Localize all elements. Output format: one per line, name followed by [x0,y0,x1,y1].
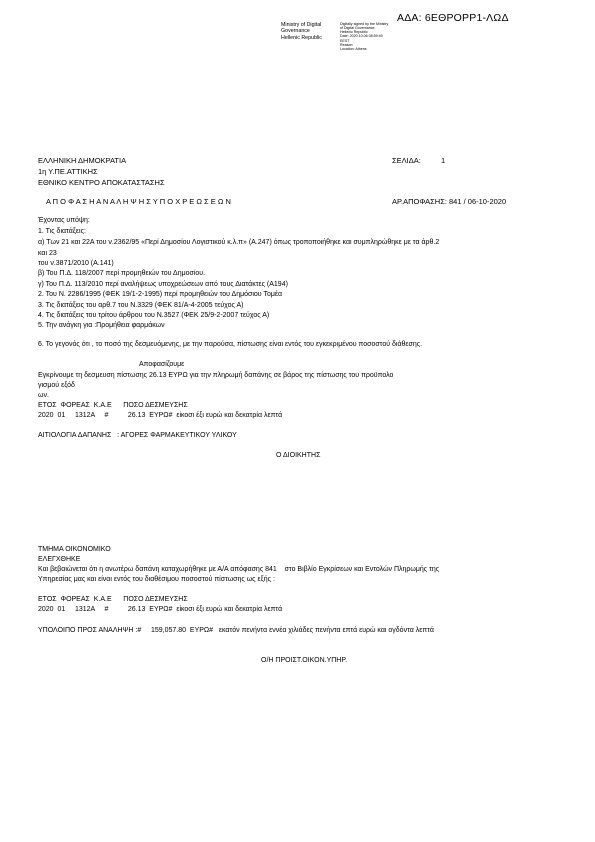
commitment-table-row: 2020 01 1312Α # 26.13 ΕΥΡΩ# είκοσι έξι ευρώ και δεκατρία λεπτά [38,412,283,419]
ada-code: ΑΔΑ: 6ΕΘΡΟΡΡ1-ΛΩΔ [397,12,509,24]
decision-heading: Αποφασίζουμε [139,361,185,368]
decision-number: ΑΡ.ΑΠΟΦΑΣΗΣ: 841 / 06-10-2020 [392,197,507,206]
consideration-line: 5. Την ανάγκη για :Προμήθεια φαρμάκων [38,322,165,329]
page-label: ΣΕΛΙΔΑ: [392,156,421,165]
stamp-right-line: EEST [340,38,350,43]
page-number: 1 [441,156,446,165]
economic-department: ΤΜΗΜΑ ΟΙΚΟΝΟΜΙΚΟ [38,546,111,553]
economic-line: Και βεβαιώνεται ότι η ανωτέρω δαπάνη καταχωρήθηκε με Α/Α απόφασης 841 στο Βιβλίο Εγκρίσεων και Εντολών Πληρωμής της [38,566,440,573]
economic-table-header: ΕΤΟΣ ΦΟΡΕΑΣ Κ.Α.Ε ΠΟΣΟ ΔΕΣΜΕΥΣΗΣ [38,596,188,603]
consideration-line: α) Των 21 και 22Α του ν.2362/95 «Περί Δημοσίου Λογιστικού κ.λ.π» (Α.247) όπως τροποποιήθηκε και συμπληρώθηκε με τα άρθ.2 [38,239,440,246]
consideration-line: 3. Τις διατάξεις του αρθ.7 του Ν.3329 (ΦΕΚ 81/Α-4-2005 τεύχος Α) [38,302,244,309]
consideration-line: 1. Τις διατάξεις: [38,228,86,235]
expense-justification: ΑΙΤΙΟΛΟΓΙΑ ΔΑΠΑΝΗΣ : ΑΓΟΡΕΣ ΦΑΡΜΑΚΕΥΤΙΚΟΥ ΥΛΙΚΟΥ [38,432,237,439]
decision-line: Εγκρίνουμε τη δεσμευση πίστωσης 26.13 ΕΥΡΩ για την πληρωμή δαπάνης σε βάρος της πίστωσης του προϋπολο [38,372,394,379]
stamp-right-line: Hellenic Republic [340,30,368,35]
stamp-right-line: Digitally signed by the Ministry [340,22,389,26]
issuer-health-region: 1η Υ.ΠΕ.ΑΤΤΙΚΗΣ [38,167,98,176]
stamp-right-line: of Digital Governance, [340,26,376,31]
consideration-line: 4. Τις διατάξεις του τρίτου άρθρου του Ν.3527 (ΦΕΚ 25/9-2-2007 τεύχος Α) [38,312,270,319]
issuer-center: ΕΘΝΙΚΟ ΚΕΝΤΡΟ ΑΠΟΚΑΤΑΣΤΑΣΗΣ [38,178,165,187]
stamp-left-line: Governance [281,28,310,35]
stamp-right-line: Location: Athens [340,46,367,51]
consideration-line: γ) Του Π.Δ. 113/2010 περί αναλήψεως υποχρεώσεων από τους Διατάκτες (Α194) [38,281,288,288]
consideration-line: και 23 [38,250,57,257]
document-title: Α Π Ο Φ Α Σ Η Α Ν Α Λ Η Ψ Η Σ Υ Π Ο Χ Ρ Ε Ω Σ Ε Ω Ν [46,197,231,206]
stamp-right-line: Date: 2020.10.06 08:59:49 [340,34,383,39]
remaining-balance: ΥΠΟΛΟΙΠΟ ΠΡΟΣ ΑΝΑΛΗΨΗ :# 159,057.80 ΕΥΡΩ# εκατόν πενήντα εννέα χιλιάδες πενήντα επτά ευρώ και ογδόντα λεπτά [38,627,434,634]
consideration-line: 2. Του Ν. 2286/1995 (ΦΕΚ 19/1-2-1995) περί προμηθειών του Δημόσιου Τομέα [38,291,283,298]
signature-stamp-left [281,22,322,41]
director-signatory: Ο ΔΙΟΙΚΗΤΗΣ [276,452,321,459]
issuer-republic: ΕΛΛΗΝΙΚΗ ΔΗΜΟΚΡΑΤΙΑ [38,156,127,165]
economic-line: Υπηρεσίας μας και είναι εντός του διαθέσιμου ποσοστού πίστωσης ως εξής : [38,576,275,583]
consideration-line: του ν.3871/2010 (Α.141) [38,260,114,267]
commitment-table-header: ΕΤΟΣ ΦΟΡΕΑΣ Κ.Α.Ε ΠΟΣΟ ΔΕΣΜΕΥΣΗΣ [38,402,188,409]
stamp-right-line: Reason: [340,42,354,47]
considerations-intro: Έχοντας υπόψη: [38,217,90,224]
consideration-item-6: 6. Το γεγονός ότι , το ποσό της δεσμευόμενης, με την παρούσα, πίστωσης είναι εντός του εγκεκριμένου ποσοστού διάθεσης. [38,341,423,348]
economic-table-row: 2020 01 1312Α # 26.13 ΕΥΡΩ# είκοσι έξι ευρώ και δεκατρία λεπτά [38,606,283,613]
checked-label: ΕΛΕΓΧΘΗΚΕ [38,556,81,563]
decision-line: γισμού εξόδ [38,382,75,389]
decision-line: ων. [38,392,49,399]
stamp-left-line: Hellenic Republic [281,34,322,41]
stamp-left-line: Ministry of Digital [281,22,322,28]
economic-signatory: Ο/Η ΠΡΟΙΣΤ.ΟΙΚΟΝ.ΥΠΗΡ. [261,657,348,664]
signature-stamp-right [340,22,388,51]
consideration-line: β) Του Π.Δ. 118/2007 περί προμηθειών του Δημοσίου. [38,270,206,277]
